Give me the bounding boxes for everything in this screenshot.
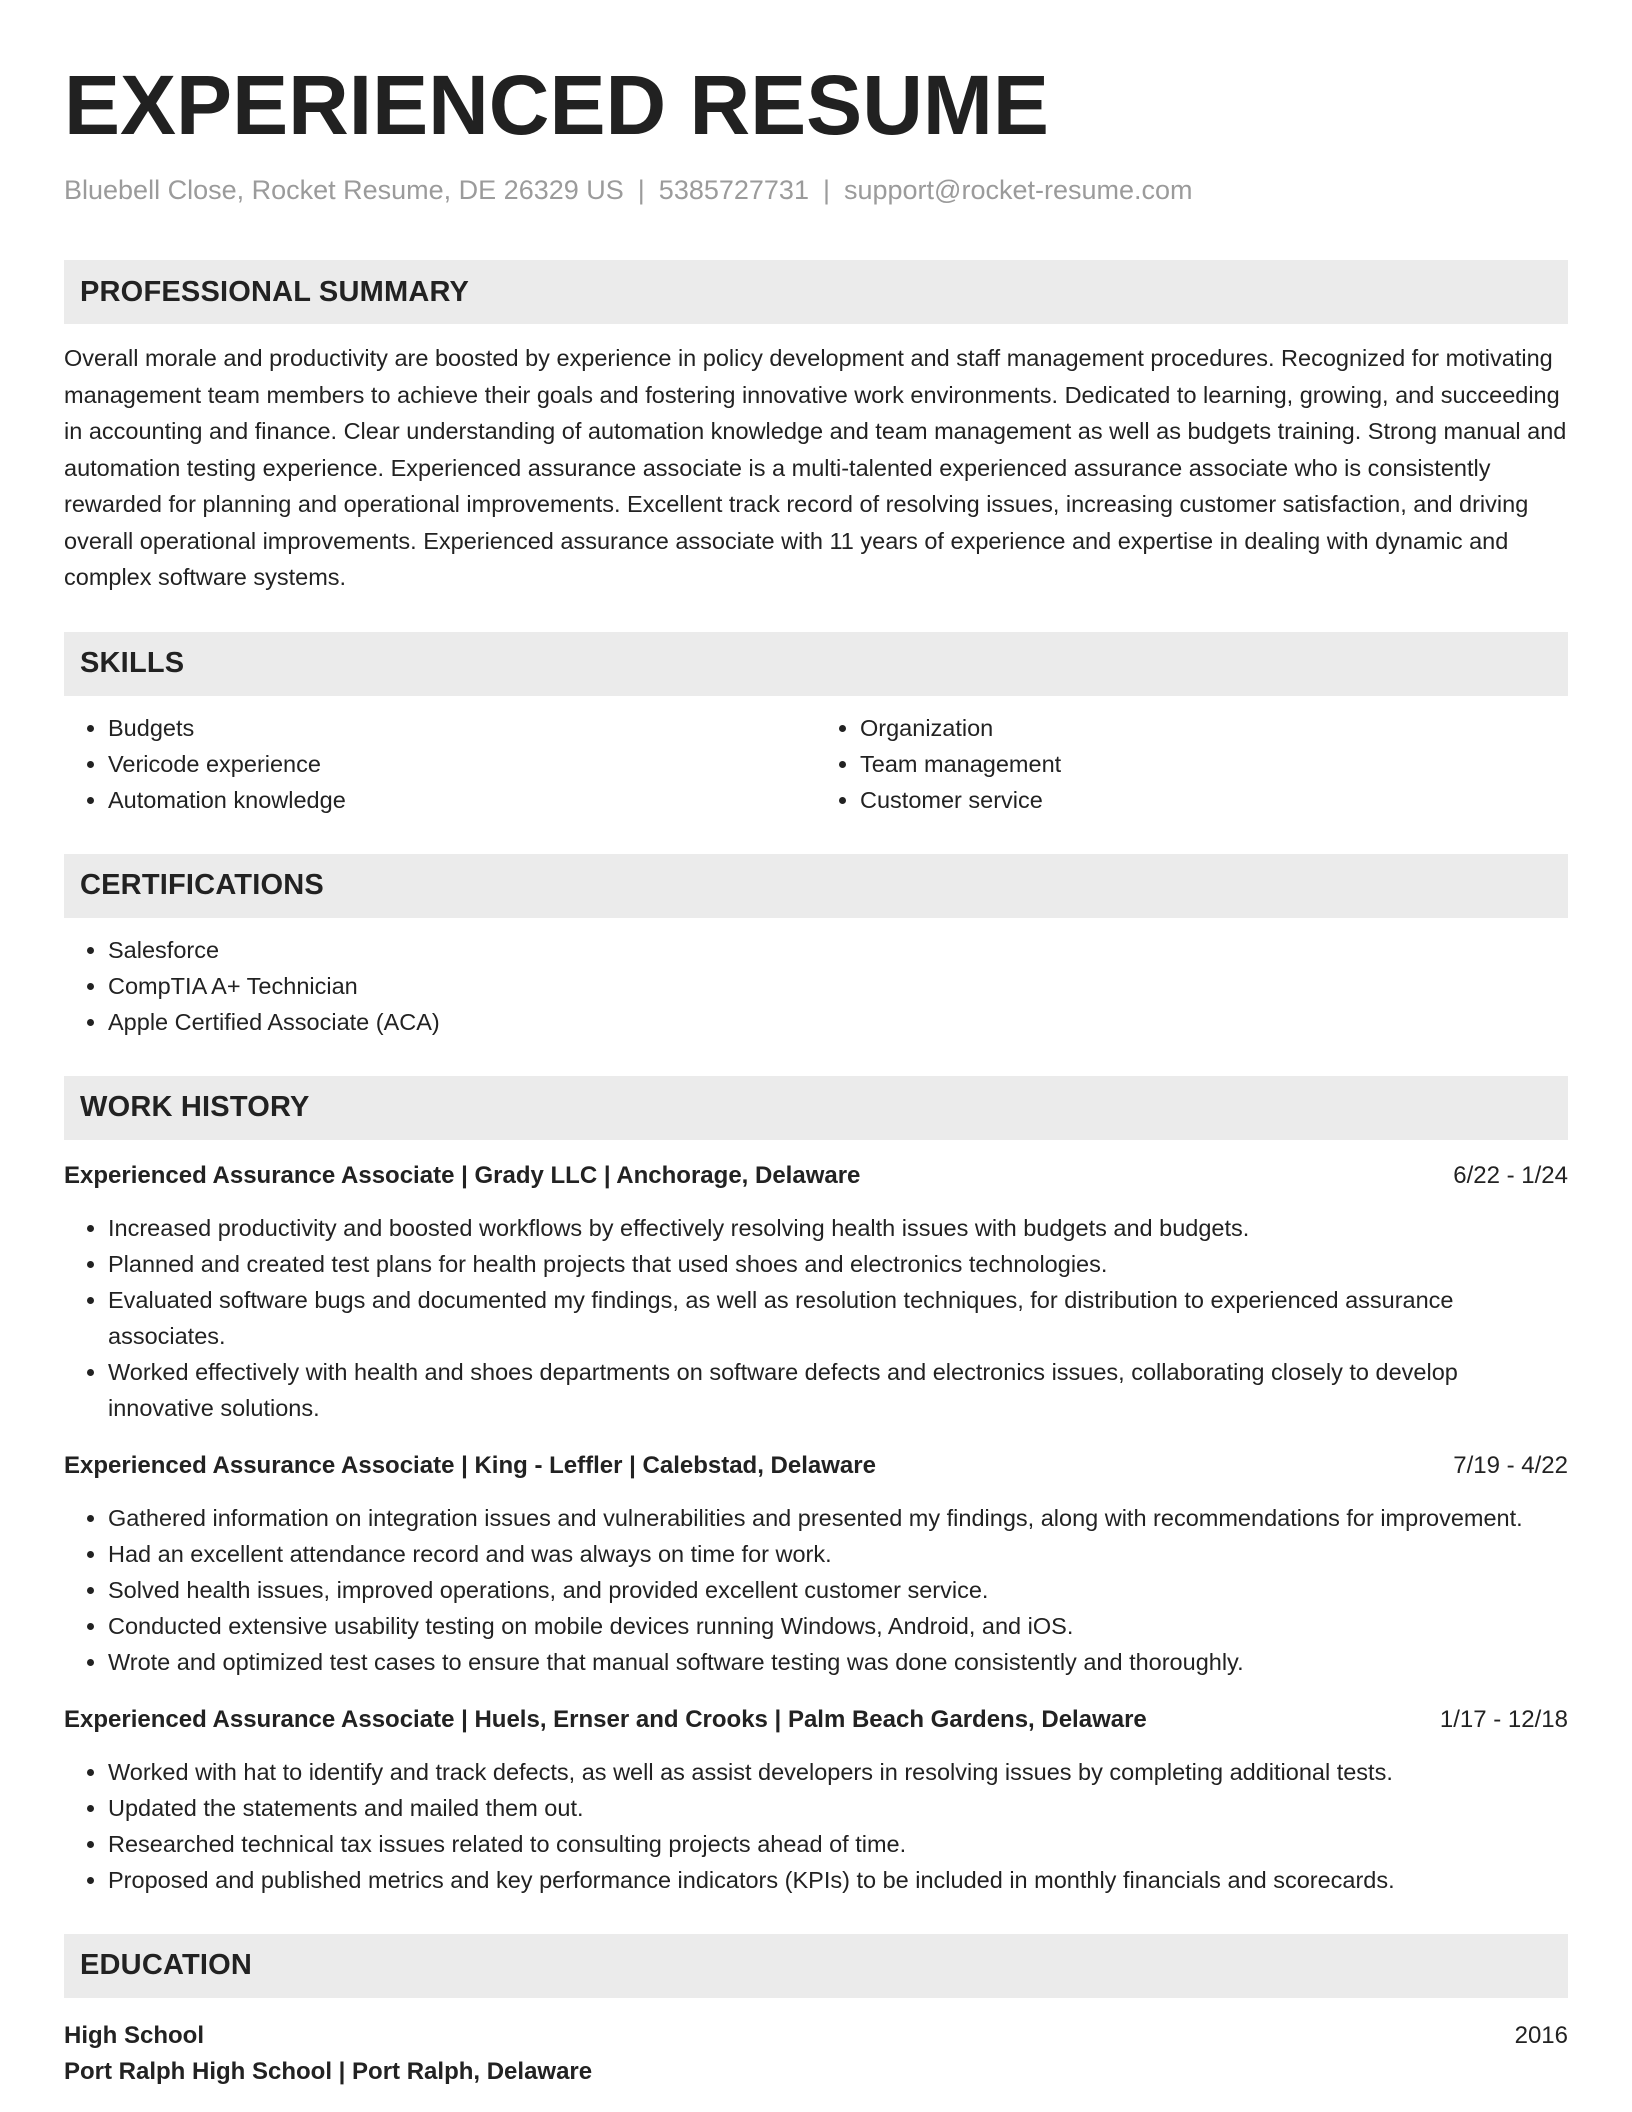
job-bullets: [64, 1754, 1568, 1898]
job-bullet: • Gathered information on integration issues and vulnerabilities and presented my findings, along with recommendations for improvement.: [108, 1500, 1568, 1536]
skills-list-right: [816, 710, 1568, 818]
section-header-certifications: CERTIFICATIONS: [64, 854, 1568, 918]
section-header-summary: PROFESSIONAL SUMMARY: [64, 260, 1568, 324]
resume-name: EXPERIENCED RESUME: [64, 58, 1049, 152]
job-bullet: • Conducted extensive usability testing on mobile devices running Windows, Android, and iOS.: [108, 1608, 1568, 1644]
job-dates: 6/22 - 1/24: [1453, 1161, 1568, 1189]
job-entry: [64, 1448, 1568, 1680]
job-bullet: • Worked with hat to identify and track defects, as well as assist developers in resolving issues by completing additional tests.: [108, 1754, 1568, 1790]
job-bullet: • Updated the statements and mailed them out.: [108, 1790, 1568, 1826]
contact-separator: |: [637, 175, 645, 205]
section-header-work-history: WORK HISTORY: [64, 1076, 1568, 1140]
job-bullets: [64, 1210, 1568, 1426]
contact-separator: |: [822, 175, 830, 205]
job-bullet: • Planned and created test plans for health projects that used shoes and electronics technologies.: [108, 1246, 1568, 1282]
job-bullet: • Evaluated software bugs and documented my findings, as well as resolution techniques, for distribution to experienced assurance associates.: [108, 1282, 1568, 1354]
job-entry: [64, 1158, 1568, 1426]
contact-phone: 5385727731: [658, 175, 809, 205]
section-header-skills: SKILLS: [64, 632, 1568, 696]
job-bullet: • Solved health issues, improved operations, and provided excellent customer service.: [108, 1572, 1568, 1608]
job-dates: 1/17 - 12/18: [1439, 1705, 1568, 1733]
job-bullet: • Increased productivity and boosted workflows by effectively resolving health issues with budgets and budgets.: [108, 1210, 1568, 1246]
job-bullet: • Proposed and published metrics and key performance indicators (KPIs) to be included in monthly financials and scorecards.: [108, 1862, 1568, 1898]
job-header: [64, 1158, 1568, 1194]
job-title: Experienced Assurance Associate | Huels, Ernser and Crooks | Palm Beach Gardens, Delaware: [64, 1705, 1147, 1733]
section-header-education: EDUCATION: [64, 1934, 1568, 1998]
job-title: Experienced Assurance Associate | Grady LLC | Anchorage, Delaware: [64, 1161, 861, 1189]
certification-item: • Apple Certified Associate (ACA): [108, 1004, 1568, 1040]
job-title: Experienced Assurance Associate | King - Leffler | Calebstad, Delaware: [64, 1451, 876, 1479]
skill-item: • Automation knowledge: [108, 782, 816, 818]
job-bullet: • Wrote and optimized test cases to ensure that manual software testing was done consistently and thoroughly.: [108, 1644, 1568, 1680]
contact-email: support@rocket-resume.com: [843, 175, 1193, 205]
job-bullet: • Researched technical tax issues related to consulting projects ahead of time.: [108, 1826, 1568, 1862]
skills-list-left: [64, 710, 816, 818]
job-bullet: • Worked effectively with health and shoes departments on software defects and electronics issues, collaborating closely to develop innovative solutions.: [108, 1354, 1568, 1426]
skill-item: • Vericode experience: [108, 746, 816, 782]
contact-line: [64, 172, 1568, 208]
job-entry: [64, 1702, 1568, 1898]
education-header: [64, 2018, 1568, 2054]
skills-grid: [64, 710, 1568, 818]
contact-address: Bluebell Close, Rocket Resume, DE 26329 US: [64, 175, 624, 205]
education-degree: High School: [64, 2021, 204, 2049]
certifications-list: [64, 932, 1568, 1040]
education-school: Port Ralph High School | Port Ralph, Delaware: [64, 2057, 593, 2085]
certification-item: • CompTIA A+ Technician: [108, 968, 1568, 1004]
skill-item: • Budgets: [108, 710, 816, 746]
skill-item: • Customer service: [860, 782, 1568, 818]
skill-item: • Organization: [860, 710, 1568, 746]
skill-item: • Team management: [860, 746, 1568, 782]
job-header: [64, 1702, 1568, 1738]
job-dates: 7/19 - 4/22: [1453, 1451, 1568, 1479]
summary-text: Overall morale and productivity are boosted by experience in policy development and staff management procedures. Recognized for motivating management team members to achieve their goals and fostering innovative work environments. Dedicated to learning, growing, and succeeding in accounting and finance. Clear understanding of automation knowledge and team management as well as budgets training. Strong manual and automation testing experience. Experienced assurance associate is a multi-talented experienced assurance associate who is consistently rewarded for planning and operational improvements. Excellent track record of resolving issues, increasing customer satisfaction, and driving overall operational improvements. Experienced assurance associate with 11 years of experience and expertise in dealing with dynamic and complex software systems.: [64, 345, 1567, 590]
job-bullet: • Had an excellent attendance record and was always on time for work.: [108, 1536, 1568, 1572]
certification-item: • Salesforce: [108, 932, 1568, 968]
education-year: 2016: [1514, 2021, 1568, 2049]
job-bullets: [64, 1500, 1568, 1680]
job-header: [64, 1448, 1568, 1484]
